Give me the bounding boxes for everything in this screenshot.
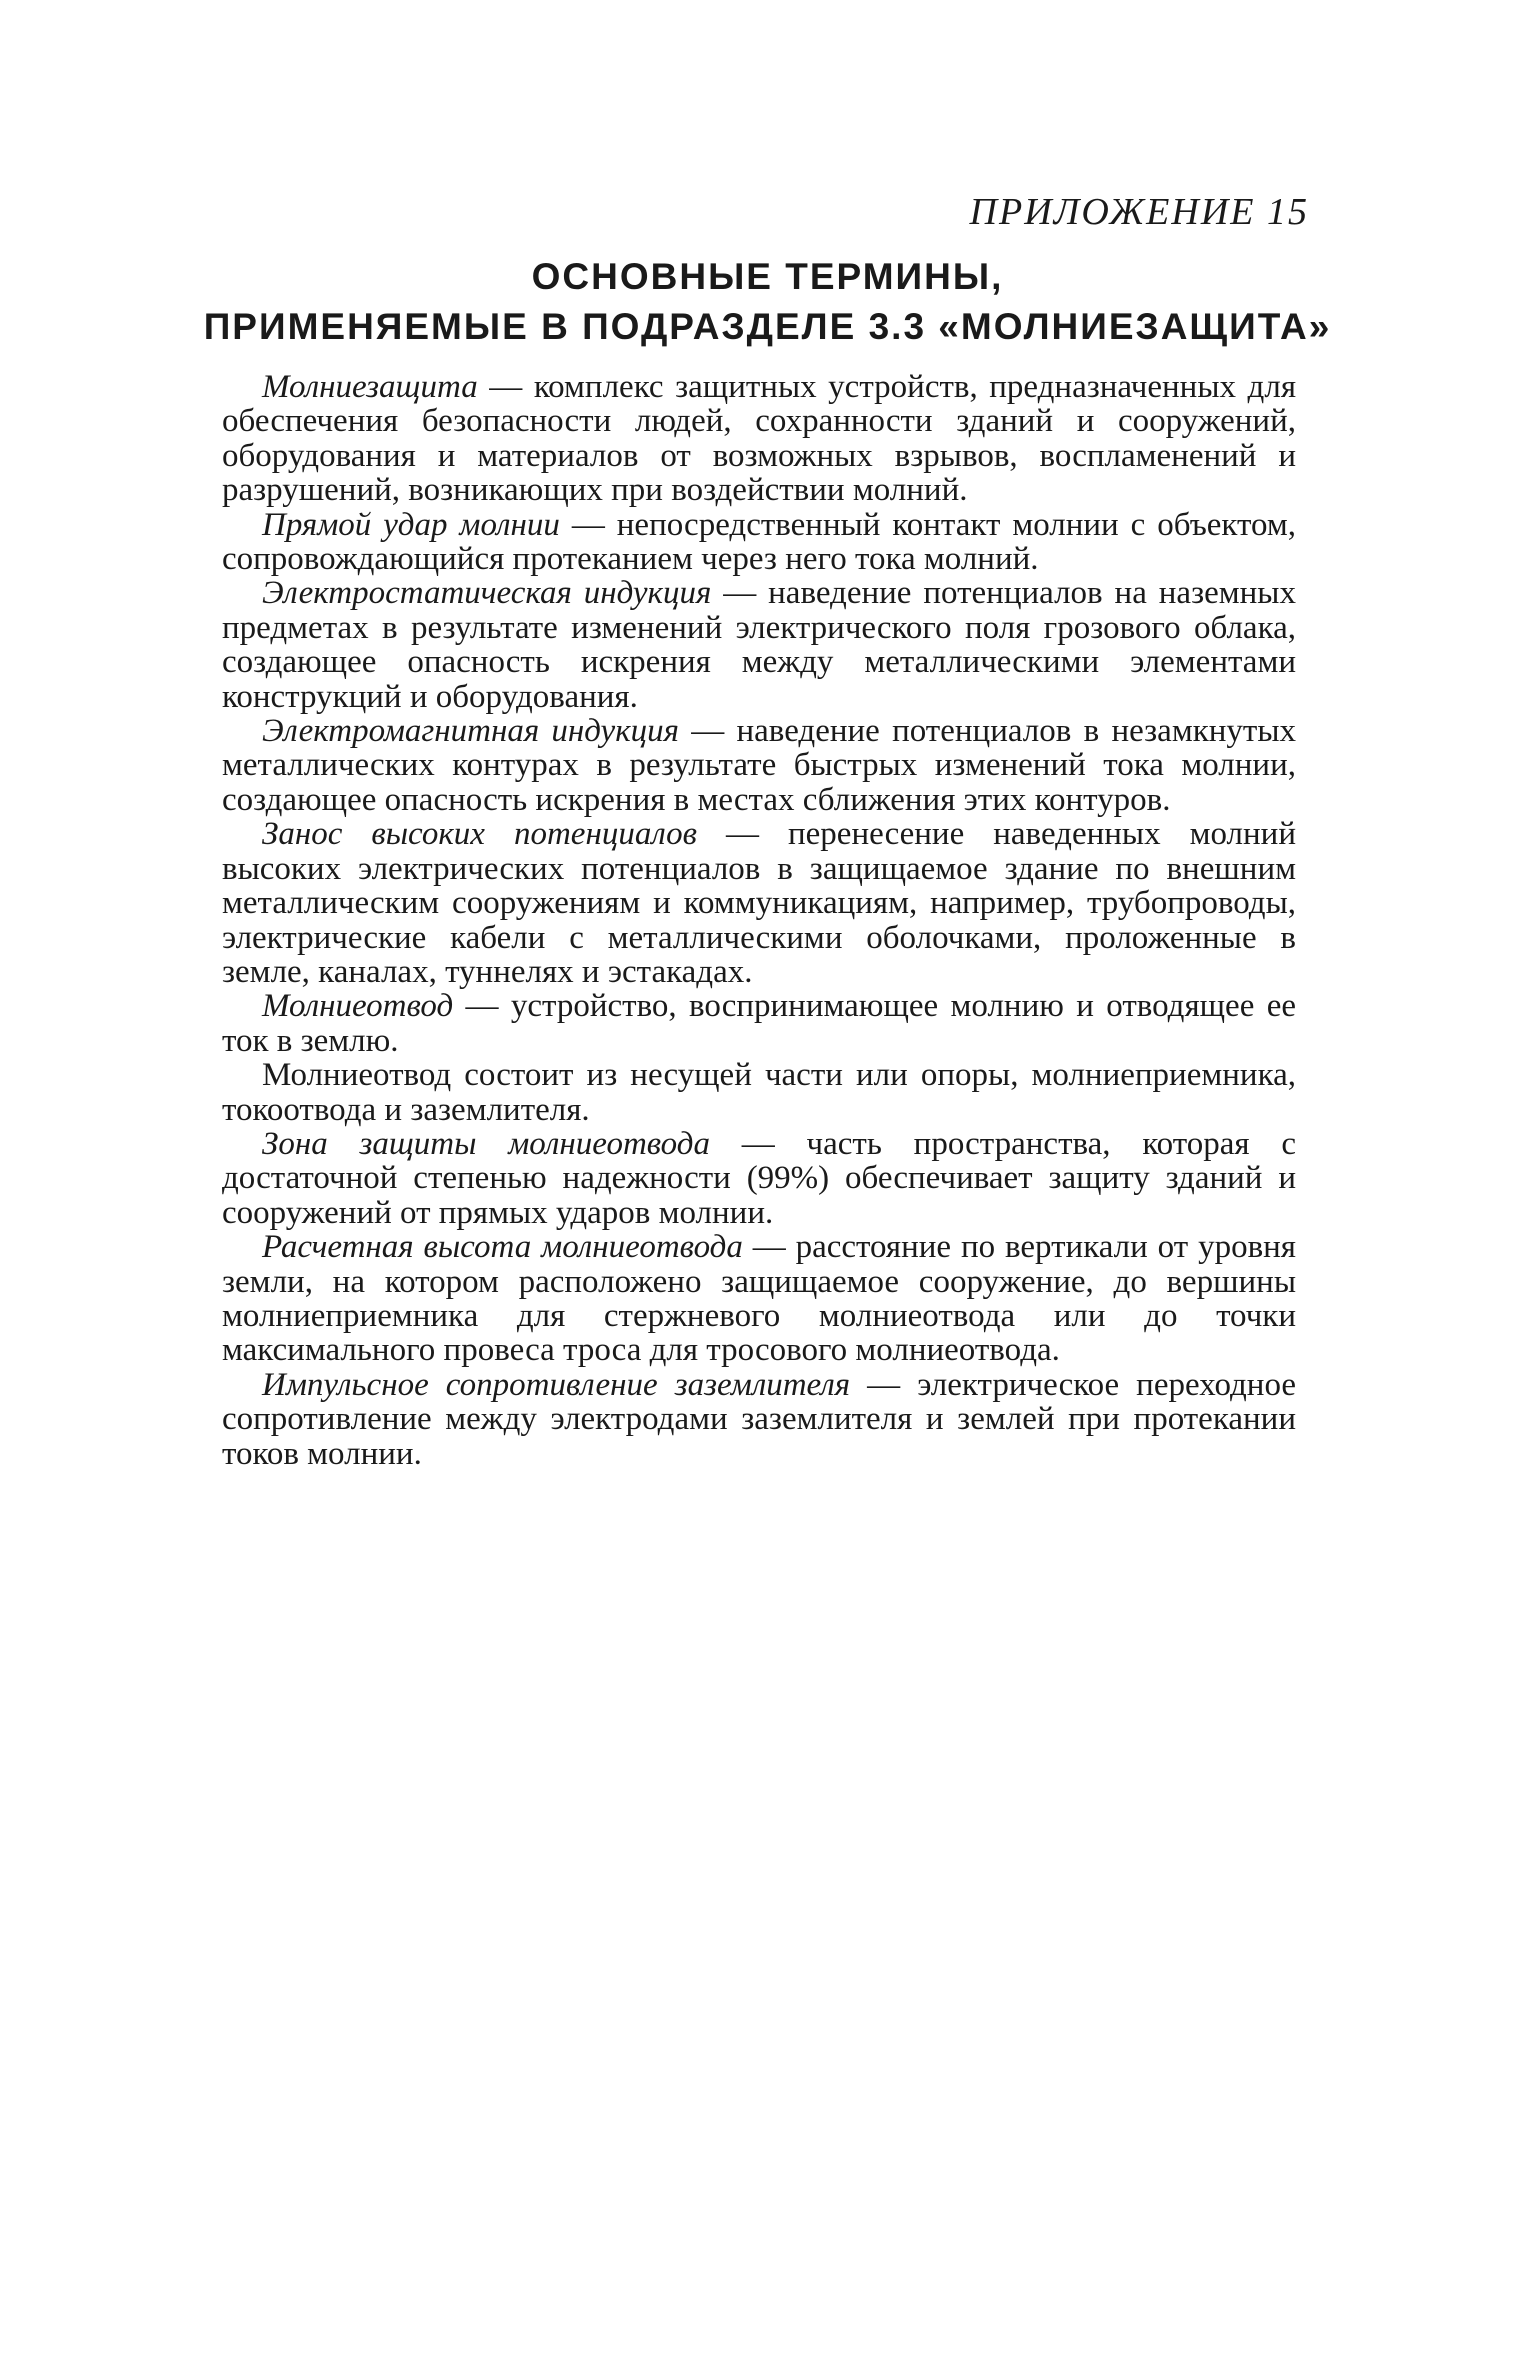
term-paragraph <box>222 576 1296 714</box>
term-paragraph <box>222 714 1296 817</box>
term-definition: — перенесение наведенных молний высоких электрических потенциалов в защищаемое здание по внешним металлическим сооружениям и коммуникациям, например, трубопроводы, электрические кабели с металлическими оболочками, проложенные в земле, каналах, туннелях и эстакадах. <box>222 816 1297 990</box>
term-paragraph <box>222 1127 1296 1230</box>
page-title <box>0 252 1535 352</box>
term-name: Занос высоких потенциалов <box>262 816 697 853</box>
title-line-2: ПРИМЕНЯЕМЫЕ В ПОДРАЗДЕЛЕ 3.3 «МОЛНИЕЗАЩИТА» <box>203 306 1332 347</box>
term-definition: — комплекс защитных устройств, предназначенных для обеспечения безопасности людей, сохранности зданий и сооружений, оборудования и материалов от возможных взрывов, воспламенений и разрушений, возникающих при воздействии молний. <box>222 369 1296 509</box>
term-definition: — наведение потенциалов на наземных предметах в результате изменений электрического поля грозового облака, создающее опасность искрения между металлическими элементами конструкций и оборудования. <box>222 575 1296 715</box>
term-name: Электромагнитная индукция <box>262 713 679 750</box>
term-paragraph <box>222 370 1296 508</box>
plain-paragraph <box>222 1058 1296 1127</box>
term-name: Электростатическая индукция <box>262 575 712 612</box>
term-definition: — устройство, воспринимающее молнию и отводящее ее ток в землю. <box>222 988 1296 1059</box>
term-name: Импульсное сопротивление заземлителя <box>262 1366 851 1403</box>
term-definition: — непосредственный контакт молнии с объектом, сопровождающийся протеканием через него тока молний. <box>222 506 1296 578</box>
term-paragraph <box>222 1368 1296 1471</box>
term-paragraph <box>222 508 1296 577</box>
term-paragraph <box>222 1230 1296 1368</box>
term-name: Расчетная высота молниеотвода <box>262 1229 743 1266</box>
term-paragraph <box>222 817 1296 989</box>
title-line-1: ОСНОВНЫЕ ТЕРМИНЫ, <box>531 256 1004 297</box>
term-definition: — электрическое переходное сопротивление между электродами заземлителя и землей при протекании токов молнии. <box>222 1366 1296 1472</box>
term-definition: — расстояние по вертикали от уровня земли, на котором расположено защищаемое сооружение, до вершины молниеприемника для стержневого молниеотвода или до точки максимального провеса троса для тросового молниеотвода. <box>222 1229 1296 1369</box>
term-name: Молниеотвод <box>262 988 454 1025</box>
term-definition: — часть пространства, которая с достаточной степенью надежности (99%) обеспечивает защиту зданий и сооружений от прямых ударов молнии. <box>222 1125 1296 1231</box>
term-paragraph <box>222 989 1296 1058</box>
paragraph-text: Молниеотвод состоит из несущей части или опоры, молниеприемника, токоотвода и заземлителя. <box>222 1057 1296 1128</box>
appendix-label: ПРИЛОЖЕНИЕ 15 <box>969 191 1309 233</box>
term-name: Зона защиты молниеотвода <box>262 1125 710 1162</box>
term-name: Молниезащита <box>262 369 478 405</box>
term-name: Прямой удар молнии <box>262 506 560 543</box>
term-definition: — наведение потенциалов в незамкнутых металлических контурах в результате быстрых изменений тока молнии, создающее опасность искрения в местах сближения этих контуров. <box>222 713 1297 818</box>
terms-list <box>222 370 1296 1471</box>
